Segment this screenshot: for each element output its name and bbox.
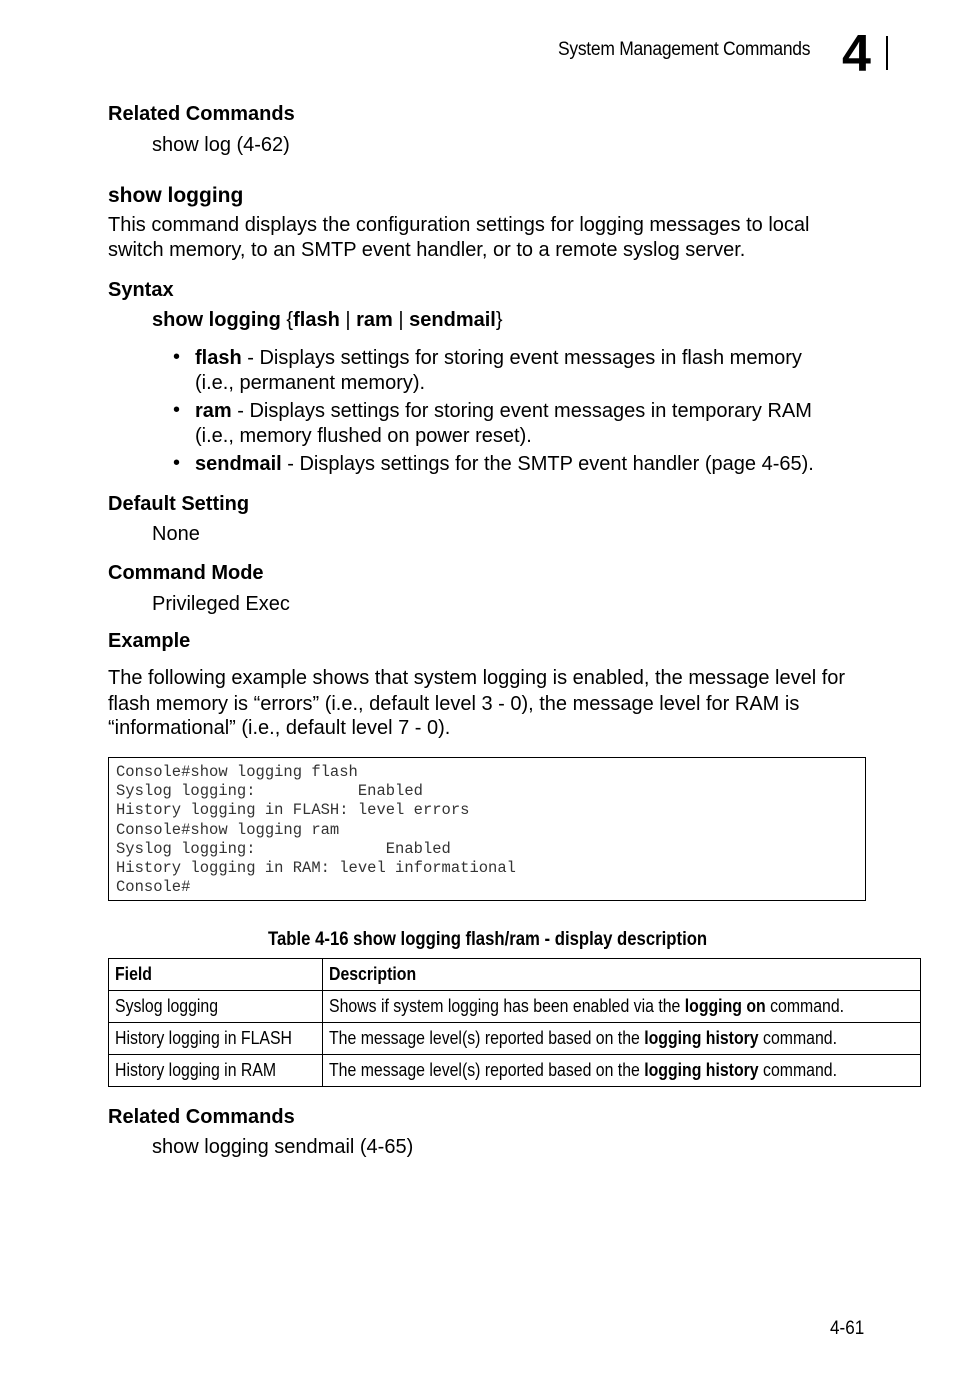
- example-text-line3: “informational” (i.e., default level 7 - 0).: [108, 717, 451, 739]
- table-cell-description: [323, 1055, 921, 1087]
- example-heading: Example: [108, 630, 191, 652]
- bullet-flash-line2: (i.e., permanent memory).: [195, 372, 426, 394]
- bullet-keyword: sendmail: [195, 453, 282, 475]
- table-cell-field: [109, 1023, 323, 1055]
- bullet-flash-line1: [195, 346, 802, 371]
- syntax-option-ram: ram: [356, 309, 393, 331]
- running-header: System Management Commands: [558, 39, 811, 60]
- cell-command: logging on: [684, 996, 766, 1016]
- chapter-number: 4: [842, 25, 871, 83]
- bullet-icon: •: [173, 399, 181, 421]
- table-cell-description: [323, 991, 921, 1023]
- bullet-ram-line1: [195, 399, 812, 424]
- bullet-text: - Displays settings for storing event messages in flash memory: [241, 347, 802, 369]
- bullet-sendmail-line1: [195, 452, 814, 477]
- display-description-table: [108, 958, 921, 1087]
- table-row: [109, 1055, 921, 1087]
- related-commands-heading: Related Commands: [108, 1106, 295, 1128]
- table-cell-description: [323, 1023, 921, 1055]
- command-mode-heading: Command Mode: [108, 562, 264, 584]
- syntax-option-sendmail: sendmail: [409, 309, 496, 331]
- bullet-icon: •: [173, 346, 181, 368]
- table-row: [109, 1023, 921, 1055]
- table-cell-field: [109, 991, 323, 1023]
- table-caption: Table 4-16 show logging flash/ram - display description: [268, 929, 708, 950]
- chapter-tab-bar: [886, 36, 888, 70]
- bullet-icon: •: [173, 452, 181, 474]
- command-mode-value: Privileged Exec: [152, 593, 290, 615]
- cell-text: Syslog logging: [115, 996, 219, 1016]
- bullet-ram-line2: (i.e., memory flushed on power reset).: [195, 425, 532, 447]
- cell-text: command.: [758, 1028, 838, 1048]
- header-label: Field: [115, 964, 152, 984]
- command-description-line2: switch memory, to an SMTP event handler, or to a remote syslog server.: [108, 239, 746, 261]
- table-row: [109, 991, 921, 1023]
- page-number: 4-61: [830, 1318, 865, 1339]
- syntax-command: show logging: [152, 309, 281, 331]
- cell-text: Shows if system logging has been enabled via the: [329, 996, 685, 1016]
- related-command-item: show logging sendmail (4-65): [152, 1136, 414, 1158]
- cell-text: command.: [758, 1060, 838, 1080]
- bullet-text: - Displays settings for storing event messages in temporary RAM: [231, 400, 812, 422]
- syntax-separator: |: [392, 309, 410, 331]
- cell-command: logging history: [644, 1060, 759, 1080]
- syntax-separator: |: [339, 309, 357, 331]
- header-label: Description: [329, 964, 417, 984]
- cell-text: History logging in FLASH: [115, 1028, 292, 1048]
- cell-text: The message level(s) reported based on the: [329, 1060, 645, 1080]
- default-setting-value: None: [152, 523, 200, 545]
- default-setting-heading: Default Setting: [108, 493, 250, 515]
- syntax-open-brace: {: [280, 309, 294, 331]
- bullet-text: - Displays settings for the SMTP event handler (page 4-65).: [281, 453, 814, 475]
- console-output: Console#show logging flash Syslog logging: Enabled History logging in FLASH: level errors Console#show logging ram Syslog logging: Enabled History logging in RAM: level informational Console#: [108, 757, 866, 901]
- command-title: show logging: [108, 184, 244, 207]
- table-cell-field: [109, 1055, 323, 1087]
- table-header-field: [109, 959, 323, 991]
- example-text-line2: flash memory is “errors” (i.e., default level 3 - 0), the message level for RAM is: [108, 693, 800, 715]
- bullet-keyword: ram: [195, 400, 232, 422]
- syntax-line: [152, 308, 503, 333]
- related-command-item: show log (4-62): [152, 134, 290, 156]
- example-text-line1: The following example shows that system logging is enabled, the message level for: [108, 667, 846, 689]
- cell-command: logging history: [644, 1028, 759, 1048]
- cell-text: The message level(s) reported based on the: [329, 1028, 645, 1048]
- table-header-row: [109, 959, 921, 991]
- cell-text: command.: [765, 996, 845, 1016]
- syntax-close-brace: }: [495, 309, 503, 331]
- command-description-line1: This command displays the configuration settings for logging messages to local: [108, 214, 810, 236]
- syntax-option-flash: flash: [293, 309, 340, 331]
- cell-text: History logging in RAM: [115, 1060, 277, 1080]
- bullet-keyword: flash: [195, 347, 242, 369]
- related-commands-heading: Related Commands: [108, 103, 295, 125]
- table-header-description: [323, 959, 921, 991]
- syntax-heading: Syntax: [108, 279, 174, 301]
